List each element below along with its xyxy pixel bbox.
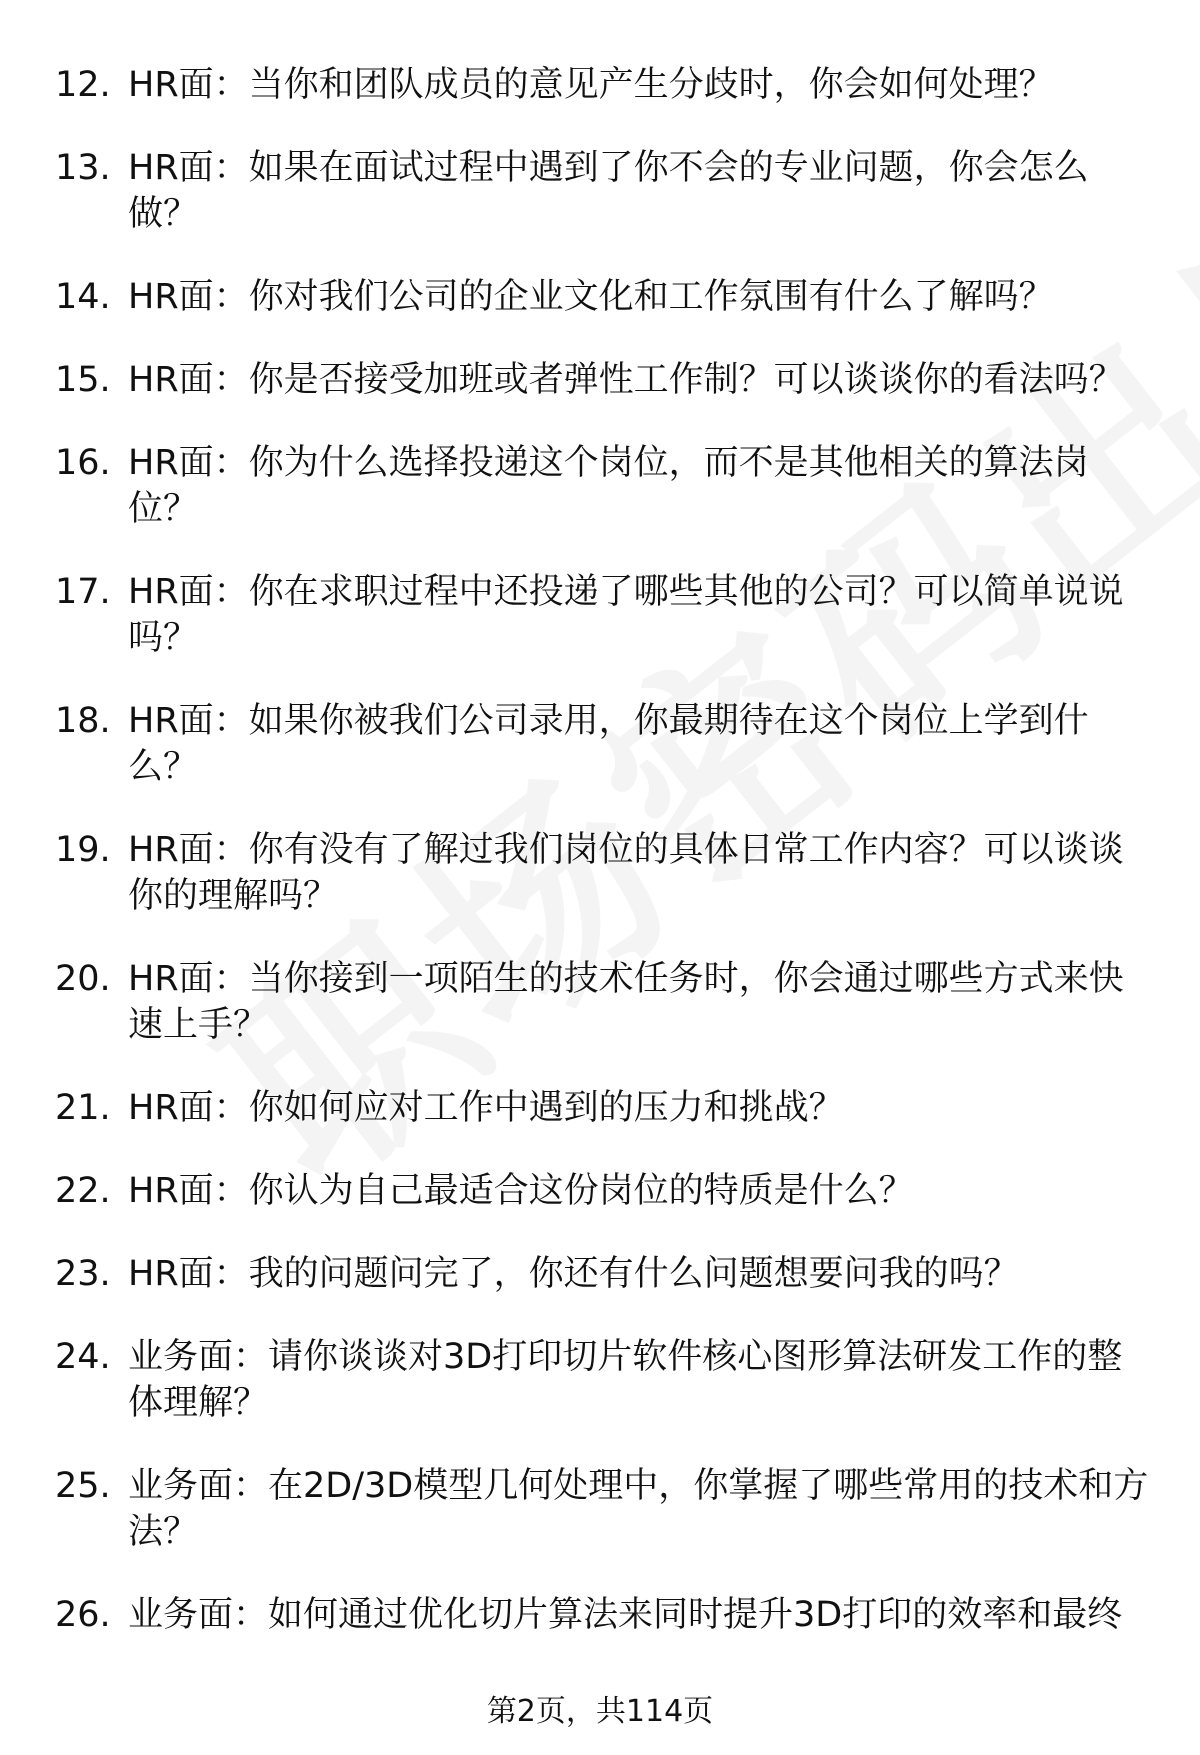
question-text: HR面：你对我们公司的企业文化和工作氛围有什么了解吗？ [128, 277, 1054, 317]
question-item [55, 1168, 1155, 1214]
question-number: 26. [55, 1595, 111, 1635]
question-item [55, 145, 1155, 237]
question-text: HR面：我的问题问完了，你还有什么问题想要问我的吗？ [128, 1254, 1019, 1294]
question-item [55, 569, 1155, 661]
question-number: 17. [55, 572, 111, 612]
question-number: 15. [55, 360, 111, 400]
question-number: 14. [55, 277, 111, 317]
question-item [55, 357, 1155, 403]
question-number: 20. [55, 959, 111, 999]
page-footer: 第2页，共114页 [486, 1694, 714, 1729]
question-text: HR面：当你和团队成员的意见产生分歧时，你会如何处理？ [128, 65, 1054, 105]
question-text: HR面：如果在面试过程中遇到了你不会的专业问题，你会怎么做？ [128, 148, 1089, 234]
question-number: 13. [55, 148, 111, 188]
question-item [55, 62, 1155, 108]
question-item [55, 827, 1155, 919]
question-text: HR面：你是否接受加班或者弹性工作制？可以谈谈你的看法吗？ [128, 360, 1124, 400]
question-text: HR面：你为什么选择投递这个岗位，而不是其他相关的算法岗位？ [128, 443, 1089, 529]
question-text: HR面：你如何应对工作中遇到的压力和挑战？ [128, 1088, 844, 1128]
question-text: HR面：你在求职过程中还投递了哪些其他的公司？可以简单说说吗？ [128, 572, 1124, 658]
question-item [55, 698, 1155, 790]
question-text: 业务面：如何通过优化切片算法来同时提升3D打印的效率和最终 [128, 1595, 1123, 1635]
question-item [55, 440, 1155, 532]
question-item [55, 1085, 1155, 1131]
question-text: 业务面：请你谈谈对3D打印切片软件核心图形算法研发工作的整体理解？ [128, 1337, 1123, 1423]
question-number: 16. [55, 443, 111, 483]
question-item [55, 274, 1155, 320]
question-text: HR面：你认为自己最适合这份岗位的特质是什么？ [128, 1171, 914, 1211]
question-number: 21. [55, 1088, 111, 1128]
question-number: 19. [55, 830, 111, 870]
question-list [55, 62, 1155, 1638]
question-item [55, 1334, 1155, 1426]
question-item [55, 1251, 1155, 1297]
question-text: 业务面：在2D/3D模型几何处理中，你掌握了哪些常用的技术和方法？ [128, 1466, 1149, 1552]
question-number: 25. [55, 1466, 111, 1506]
question-number: 24. [55, 1337, 111, 1377]
question-number: 22. [55, 1171, 111, 1211]
question-number: 12. [55, 65, 111, 105]
question-text: HR面：如果你被我们公司录用，你最期待在这个岗位上学到什么？ [128, 701, 1089, 787]
question-number: 23. [55, 1254, 111, 1294]
question-item [55, 1463, 1155, 1555]
question-number: 18. [55, 701, 111, 741]
question-item [55, 1592, 1155, 1638]
question-item [55, 956, 1155, 1048]
question-text: HR面：当你接到一项陌生的技术任务时，你会通过哪些方式来快速上手？ [128, 959, 1124, 1045]
question-text: HR面：你有没有了解过我们岗位的具体日常工作内容？可以谈谈你的理解吗？ [128, 830, 1124, 916]
